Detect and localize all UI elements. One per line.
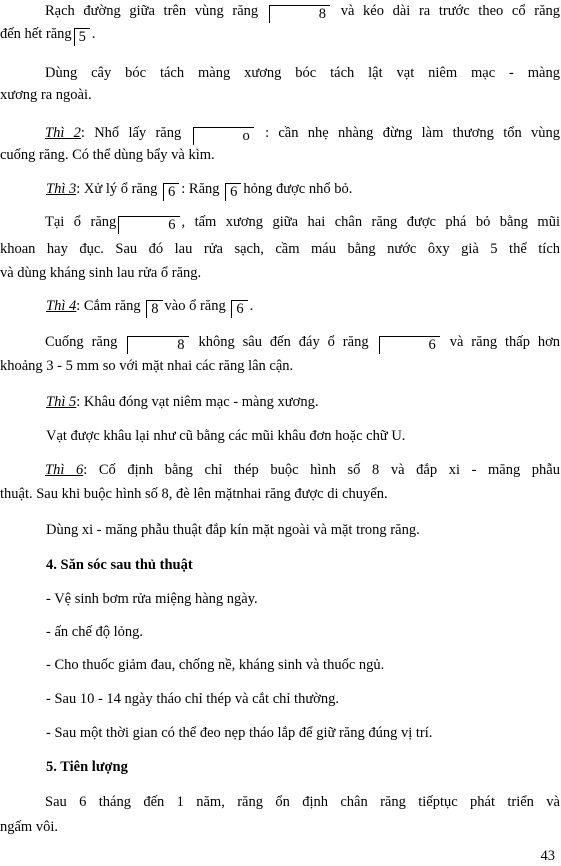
text: Cuống răng — [45, 334, 118, 350]
paragraph-line — [0, 485, 388, 503]
paragraph-line — [0, 2, 560, 23]
text: không sâu đến đáy ổ răng — [198, 334, 369, 350]
step-2-line — [0, 124, 560, 145]
text: : Cắm răng — [76, 298, 141, 314]
paragraph-line — [0, 264, 201, 282]
paragraph-line — [0, 357, 293, 375]
paragraph-line — [0, 25, 96, 46]
tooth-number-box: 6 — [379, 336, 440, 354]
text: : Xử lý ổ răng — [76, 181, 158, 197]
text: Dùng cây bóc tách màng xương bóc tách lật vạt niêm mạc - màng — [45, 65, 560, 81]
text: . — [249, 298, 254, 314]
tooth-number-box: 6 — [118, 216, 179, 234]
text: : Nhổ lấy răng — [80, 125, 182, 141]
step-label: Thì 3 — [46, 181, 77, 197]
text: : cần nhẹ nhàng đừng làm thương tổn vùng — [265, 125, 561, 141]
paragraph-line — [0, 793, 560, 811]
step-label: Thì 5 — [46, 394, 77, 410]
step-label: Thì 2 — [45, 125, 81, 141]
step-3-line — [46, 180, 352, 201]
text: : Khâu đóng vạt niêm mạc - màng xương. — [76, 394, 319, 410]
text: : Cố định bằng chỉ thép buộc hình số 8 và đắp xi - măng phẫu — [83, 462, 560, 478]
text: vào ổ răng — [164, 298, 226, 314]
tooth-number-box: o — [193, 127, 254, 145]
text: Dùng xi - măng phẫu thuật đắp kín mặt ngoài và mặt trong răng. — [46, 522, 420, 538]
step-4-line — [46, 297, 253, 318]
text: và dùng kháng sinh lau rửa ổ răng. — [0, 265, 202, 281]
paragraph-line — [0, 213, 560, 234]
paragraph-line — [46, 427, 405, 445]
text: . — [91, 26, 96, 42]
list-item: - Sau một thời gian có thể đeo nẹp tháo lắp để giữ răng đúng vị trí. — [46, 725, 433, 741]
text: đến hết răng — [0, 26, 72, 42]
step-6-line — [0, 461, 560, 479]
text: Vạt được khâu lại như cũ bằng các mũi khâu đơn hoặc chữ U. — [46, 428, 406, 444]
text: : Răng — [181, 181, 220, 197]
text: Tại ổ răng — [45, 214, 117, 230]
tooth-number-box: 6 — [225, 183, 241, 201]
page-number: 43 — [540, 848, 555, 864]
paragraph-line — [0, 240, 560, 258]
tooth-number-box: 8 — [269, 5, 330, 23]
paragraph-line — [0, 333, 560, 354]
tooth-number-box: 6 — [163, 183, 179, 201]
paragraph-line — [0, 146, 215, 164]
paragraph-line — [0, 818, 58, 836]
tooth-number-box: 8 — [127, 336, 188, 354]
list-item: - Vệ sinh bơm rửa miệng hàng ngày. — [46, 591, 258, 607]
text: Sau 6 tháng đến 1 năm, răng ổn định chân răng tiếptục phát triển và — [45, 794, 560, 810]
section-heading: 5. Tiên lượng — [46, 759, 128, 775]
step-label: Thì 4 — [46, 298, 77, 314]
text: Rạch đường giữa trên vùng răng — [45, 3, 259, 19]
text: hỏng được nhổ bỏ. — [243, 181, 353, 197]
paragraph-line — [0, 64, 560, 82]
list-item: - Sau 10 - 14 ngày tháo chỉ thép và cắt chỉ thường. — [46, 691, 339, 707]
text: ngấm vôi. — [0, 819, 58, 835]
text: cuống răng. Có thể dùng bẩy và kìm. — [0, 147, 215, 163]
text: khoan hay đục. Sau đó lau rửa sạch, cầm máu bằng nước ôxy già 5 thể tích — [0, 241, 560, 257]
tooth-number-box: 8 — [146, 300, 162, 318]
text: và kéo dài ra trước theo cổ răng — [340, 3, 560, 19]
step-5-line — [46, 393, 318, 411]
section-heading: 4. Săn sóc sau thủ thuật — [46, 557, 193, 573]
list-item: - Cho thuốc giảm đau, chống nề, kháng sinh và thuốc ngủ. — [46, 657, 385, 673]
text: thuật. Sau khi buộc hình số 8, đè lên mặtnhai răng được di chuyển. — [0, 486, 388, 502]
tooth-number-box: 5 — [74, 28, 90, 46]
step-label: Thì 6 — [45, 462, 84, 478]
text: khoảng 3 - 5 mm so với mặt nhai các răng lân cận. — [0, 358, 294, 374]
text: xương ra ngoài. — [0, 87, 92, 103]
paragraph-line — [0, 86, 92, 104]
list-item: - ấn chế độ lỏng. — [46, 624, 144, 640]
tooth-number-box: 6 — [231, 300, 247, 318]
text: , tấm xương giữa hai chân răng được phá bỏ bằng mũi — [181, 214, 560, 230]
paragraph-line — [46, 521, 420, 539]
text: và răng thấp hơn — [449, 334, 561, 350]
